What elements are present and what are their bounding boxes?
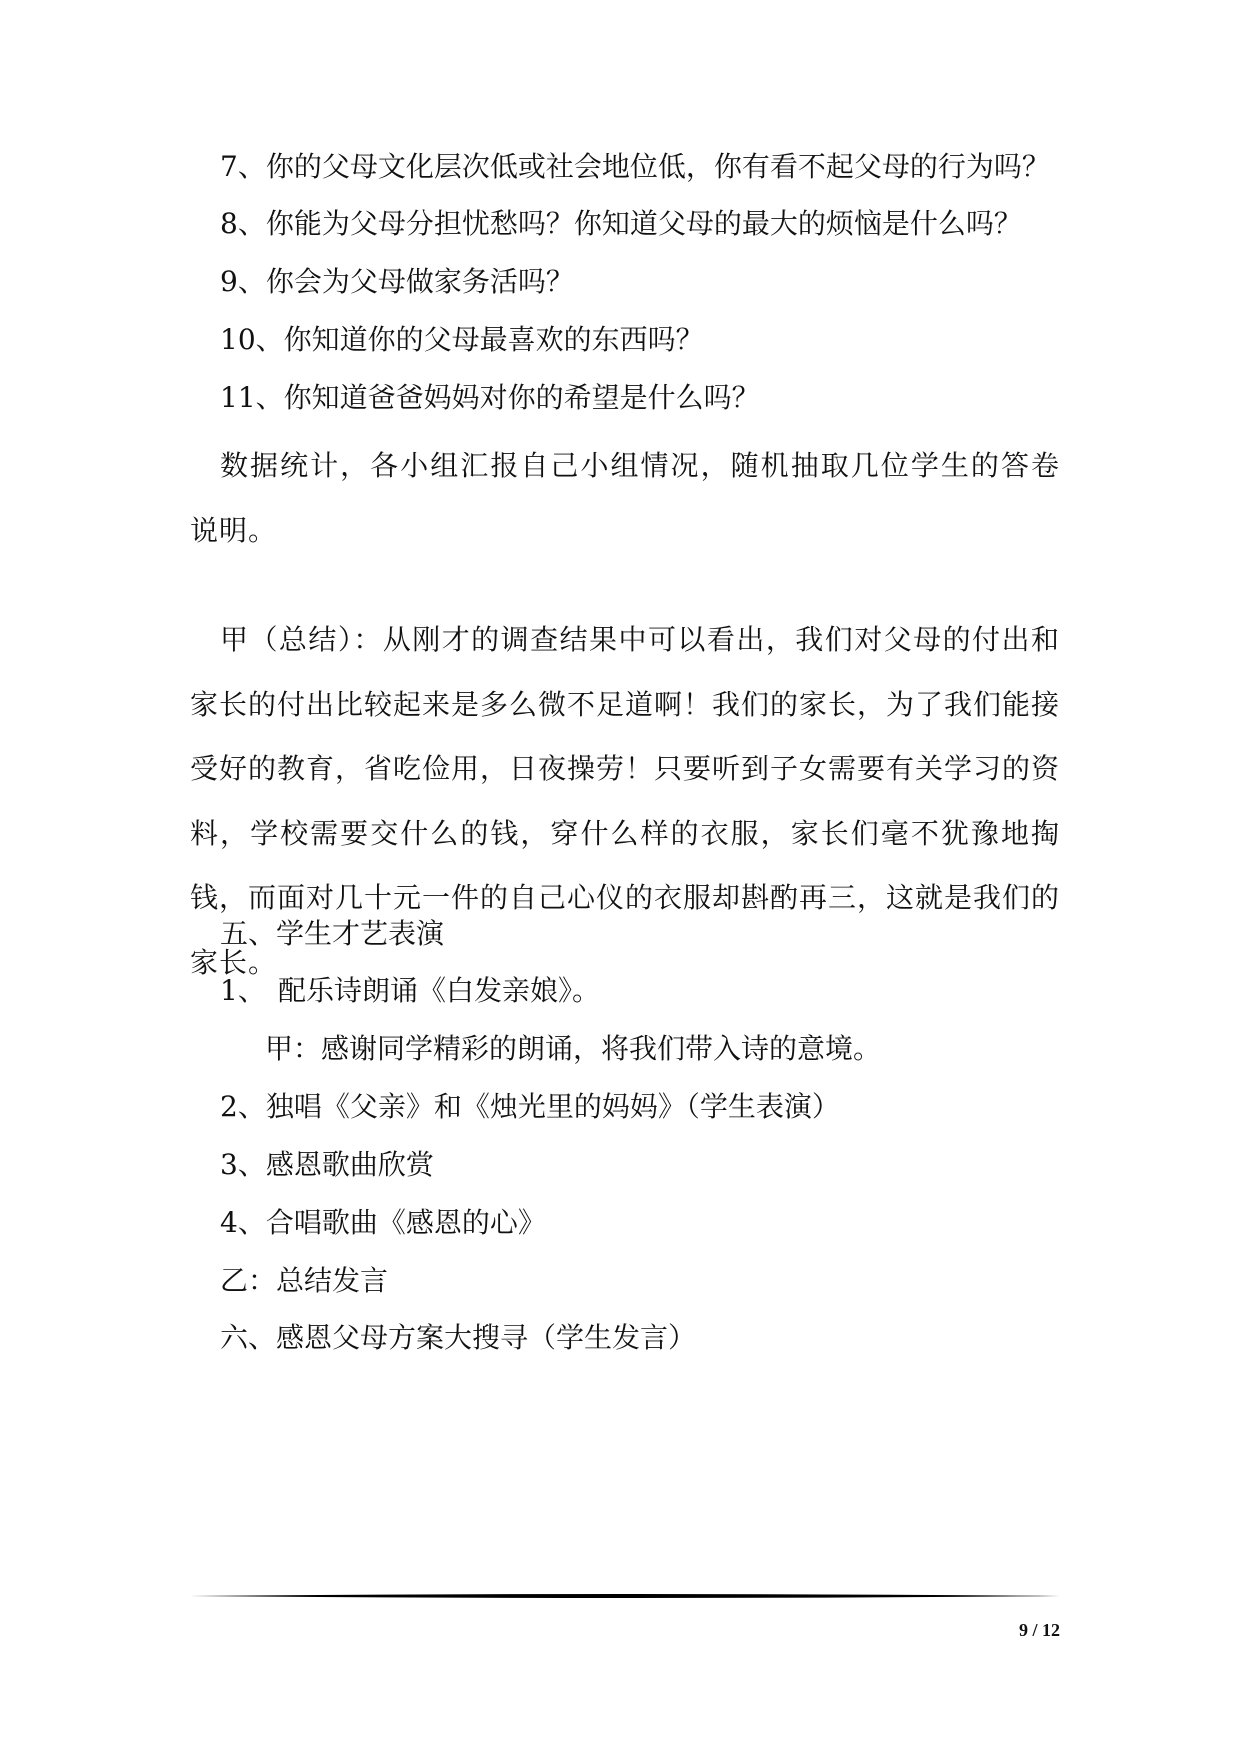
stats-paragraph: 数据统计，各小组汇报自己小组情况，随机抽取几位学生的答卷说明。 bbox=[190, 449, 1060, 547]
question-9: 9、你会为父母做家务活吗？ bbox=[220, 265, 574, 298]
question-11: 11、你知道爸爸妈妈对你的希望是什么吗？ bbox=[220, 381, 760, 414]
footer-rule bbox=[190, 1593, 1060, 1599]
section5-item1-text: 配乐诗朗诵《白发亲娘》。 bbox=[278, 974, 601, 1007]
page-number: 9 / 12 bbox=[1018, 1620, 1060, 1640]
summary-paragraph: 甲（总结）：从刚才的调查结果中可以看出，我们对父母的付出和家长的付出比较起来是多么微不足道啊！我们的家长，为了我们能接受好的教育，省吃俭用，日夜操劳！只要听到子女需要有关学习的资料，学校需要交什么的钱，穿什么样的衣服，家长们毫不犹豫地掏钱，而面对几十元一件的自己心仪的衣服却斟酌再三，这就是我们的家长。 bbox=[190, 623, 1061, 979]
section5-item3: 3、感恩歌曲欣赏 bbox=[220, 1148, 434, 1181]
question-10: 10、你知道你的父母最喜欢的东西吗？ bbox=[220, 323, 704, 356]
section5-heading: 五、学生才艺表演 bbox=[220, 917, 445, 950]
section5-item2: 2、独唱《父亲》和《烛光里的妈妈》（学生表演） bbox=[220, 1090, 840, 1123]
section6-heading: 六、感恩父母方案大搜寻（学生发言） bbox=[220, 1321, 697, 1354]
section5-item1-number: 1、 bbox=[220, 974, 266, 1007]
section5-item4: 4、合唱歌曲《感恩的心》 bbox=[220, 1206, 546, 1239]
question-7: 7、你的父母文化层次低或社会地位低，你有看不起父母的行为吗？ bbox=[220, 150, 1050, 183]
section5-item1-comment: 甲：感谢同学精彩的朗诵，将我们带入诗的意境。 bbox=[265, 1032, 882, 1065]
question-8: 8、你能为父母分担忧愁吗？你知道父母的最大的烦恼是什么吗？ bbox=[220, 207, 1022, 240]
section5-closing: 乙：总结发言 bbox=[220, 1264, 389, 1297]
